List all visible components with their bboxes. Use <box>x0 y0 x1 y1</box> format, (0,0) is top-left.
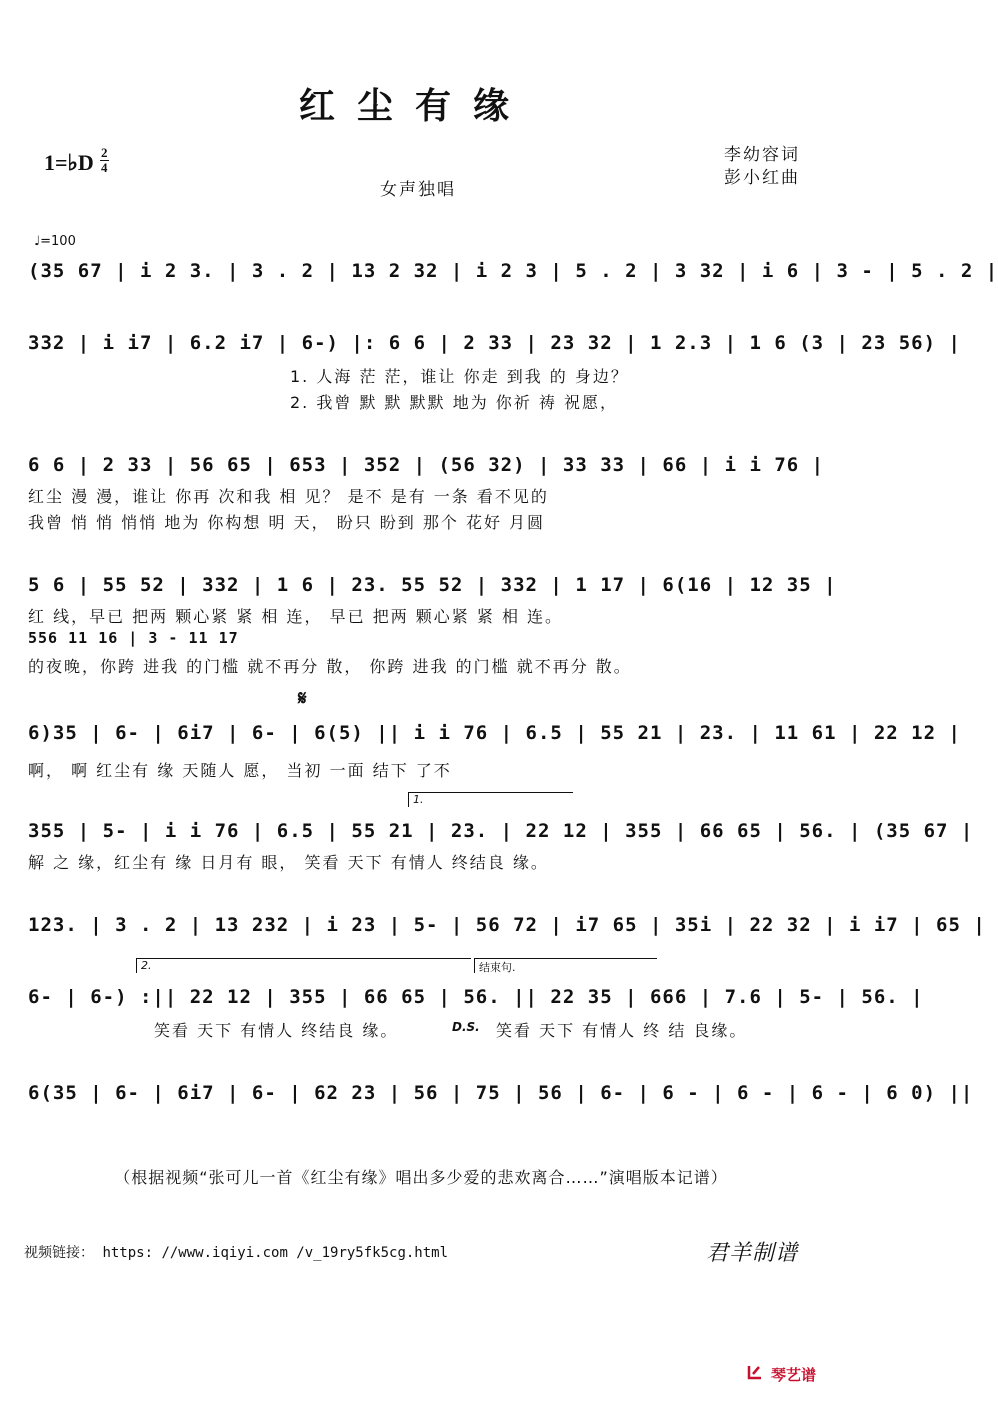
segno-sign: 𝄋 <box>298 686 307 710</box>
logo-text: 琴艺谱 <box>770 1366 816 1384</box>
lyricist-credit: 李幼容词 <box>724 145 800 165</box>
staff-row-2: 332 | i i7 | 6.2 i7 | 6-) |: 6 6 | 2 33 | 23 32 | 1 2.3 | 1 6 (3 | 23 56) | <box>28 332 961 354</box>
lyric-row-3-verse-2: 我曾 悄 悄 悄悄 地为 你构想 明 天， 盼只 盼到 那个 花好 月圆 <box>28 513 546 532</box>
dal-segno-mark: D.S. <box>452 1020 480 1034</box>
staff-row-1: (35 67 | i 2 3. | 3 . 2 | 13 2 32 | i 2 3 | 5 . 2 | 3 32 | i 6 | 3 - | 5 . 2 | <box>28 260 998 282</box>
lyric-row-5: 啊， 啊 红尘有 缘 天随人 愿， 当初 一面 结下 了不 <box>28 761 452 780</box>
video-link-label: 视频链接： <box>24 1245 94 1261</box>
lyric-row-6: 解 之 缘，红尘有 缘 日月有 眼， 笑看 天下 有情人 终结良 缘。 <box>28 853 549 872</box>
transcription-note: （根据视频“张可儿一首《红尘有缘》唱出多少爱的悲欢离合……”演唱版本记谱） <box>114 1168 728 1187</box>
lyric-row-4-verse-2: 的夜晚，你跨 进我 的门槛 就不再分 散， 你跨 进我 的门槛 就不再分 散。 <box>28 657 632 676</box>
logo-icon <box>747 1364 763 1384</box>
video-link-line <box>24 1242 448 1262</box>
lyric-row-2-verse-2: 2. 我曾 默 默 默默 地为 你祈 祷 祝愿， <box>290 393 618 412</box>
lyric-row-2-verse-1: 1. 人海 茫 茫，谁让 你走 到我 的 身边？ <box>290 367 629 386</box>
time-signature <box>100 146 109 175</box>
lyric-row-8-a: 笑看 天下 有情人 终结良 缘。 <box>154 1021 399 1040</box>
lyric-row-4-verse-1: 红 线，早已 把两 颗心紧 紧 相 连， 早已 把两 颗心紧 紧 相 连。 <box>28 607 564 626</box>
meter-top: 2 <box>101 145 108 160</box>
key-signature: 1=♭D <box>44 150 94 175</box>
staff-row-9: 6(35 | 6- | 6i7 | 6- | 62 23 | 56 | 75 | 56 | 6- | 6 - | 6 - | 6 - | 6 0) || <box>28 1082 974 1104</box>
staff-row-6: 355 | 5- | i i 76 | 6.5 | 55 21 | 23. | 22 12 | 355 | 66 65 | 56. | (35 67 | <box>28 820 974 842</box>
lyric-row-8-b: 笑看 天下 有情人 终 结 良缘。 <box>496 1021 748 1040</box>
staff-row-7: 123. | 3 . 2 | 13 232 | i 23 | 5- | 56 72 | i7 65 | 35i | 22 32 | i i7 | 65 | <box>28 914 986 936</box>
video-link-url[interactable]: https: //www.iqiyi.com /v_19ry5fk5cg.html <box>102 1245 449 1261</box>
meter-bottom: 4 <box>101 160 108 175</box>
staff-row-8: 6- | 6-) :|| 22 12 | 355 | 66 65 | 56. || 22 35 | 666 | 7.6 | 5- | 56. | <box>28 986 924 1008</box>
staff-row-4-alternate: 556 11 16 | 3 - 11 17 <box>28 629 239 647</box>
ending-label: 结束句. <box>474 958 657 973</box>
staff-row-3: 6 6 | 2 33 | 56 65 | 653 | 352 | (56 32) | 33 33 | 66 | i i 76 | <box>28 454 825 476</box>
transcriber-signature: 君羊制谱 <box>705 1241 798 1266</box>
tempo-mark: ♩=100 <box>34 234 76 249</box>
lyric-row-3-verse-1: 红尘 漫 漫，谁让 你再 次和我 相 见？ 是不 是有 一条 看不见的 <box>28 487 549 506</box>
composer-credit: 彭小红曲 <box>724 168 800 188</box>
volta-2: 2. <box>136 958 471 973</box>
staff-row-4: 5 6 | 55 52 | 332 | 1 6 | 23. 55 52 | 332 | 1 17 | 6(16 | 12 35 | <box>28 574 837 596</box>
performance-style: 女声独唱 <box>380 180 456 200</box>
song-title: 红尘有缘 <box>298 85 531 127</box>
volta-1: 1. <box>408 792 573 807</box>
staff-row-5: 6)35 | 6- | 6i7 | 6- | 6(5) || i i 76 | 6.5 | 55 21 | 23. | 11 61 | 22 12 | <box>28 722 961 744</box>
site-logo <box>747 1364 816 1385</box>
